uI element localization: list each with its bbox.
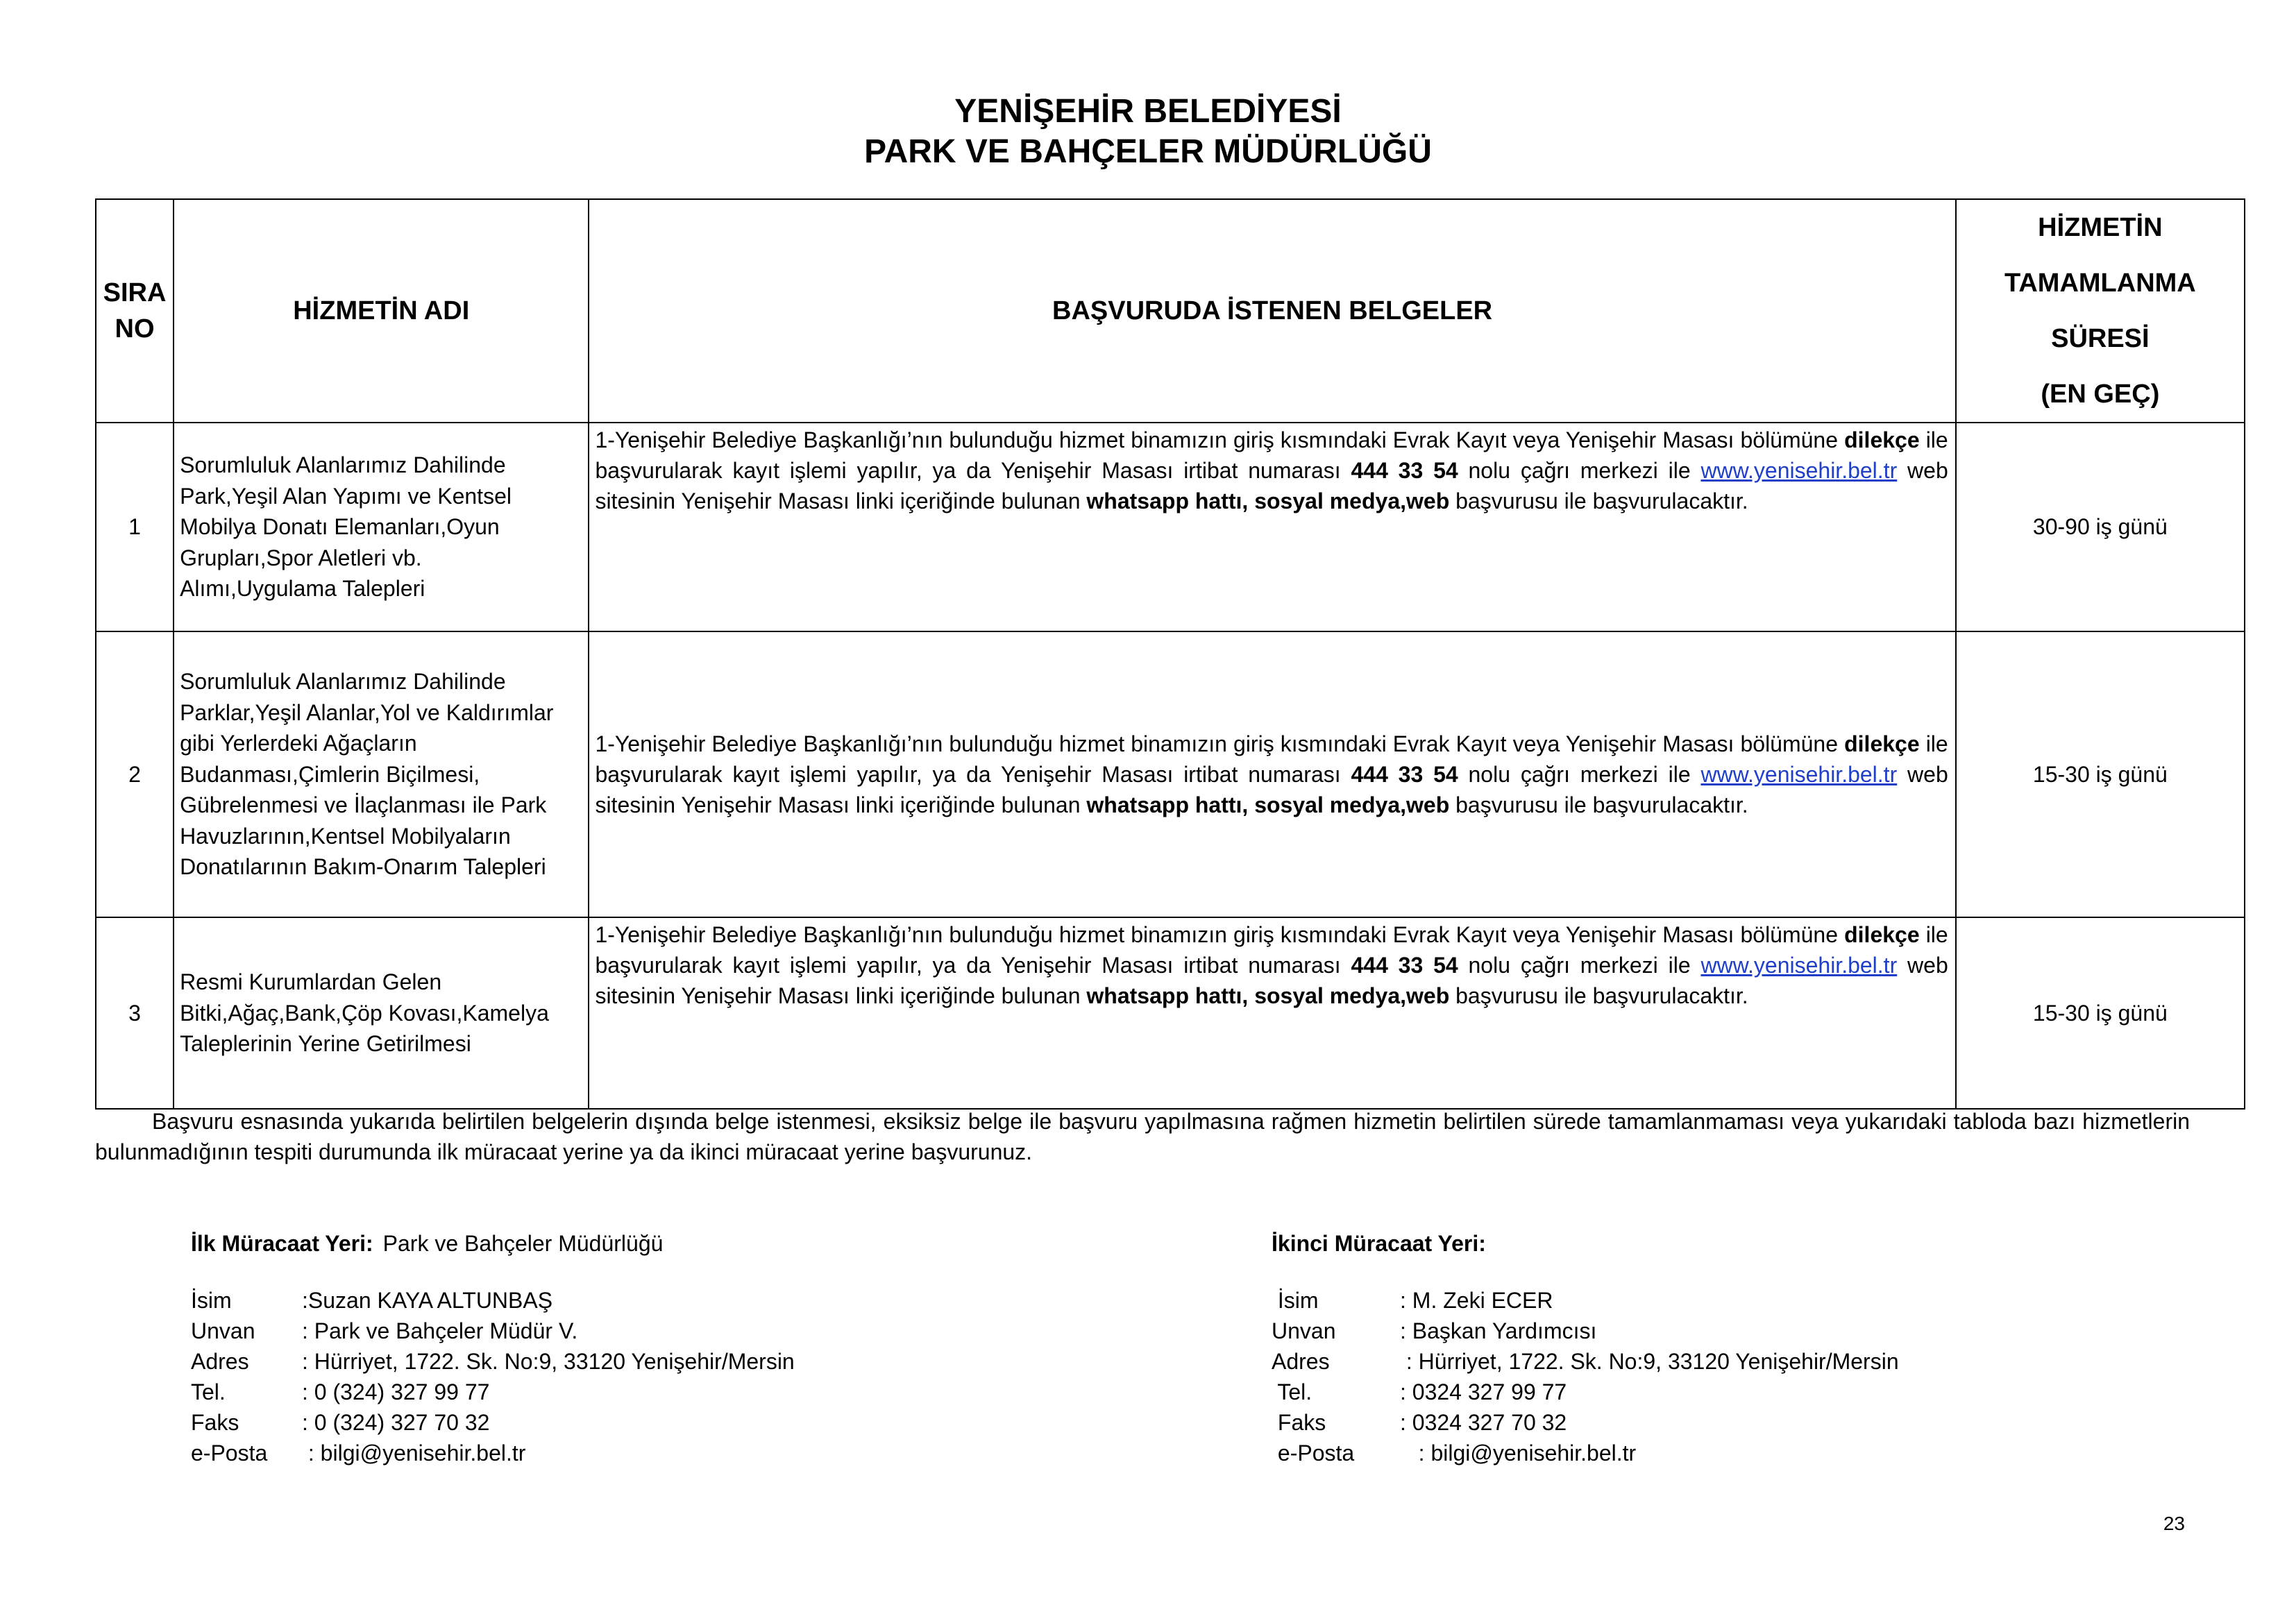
department-title: PARK VE BAHÇELER MÜDÜRLÜĞÜ xyxy=(864,133,1432,170)
completion-time: 30-90 iş günü xyxy=(1956,423,2245,631)
page-number: 23 xyxy=(2163,1513,2185,1534)
contact-address-row: Adres : Hürriyet, 1722. Sk. No:9, 33120 Yenişehir/Mersin xyxy=(191,1349,795,1374)
contact-phone-row: Tel. : 0 (324) 327 99 77 xyxy=(191,1379,490,1404)
services-table xyxy=(95,198,2245,1110)
table-header-row xyxy=(96,199,2245,423)
contact-email-row: e-Posta : bilgi@yenisehir.bel.tr xyxy=(1272,1441,1637,1465)
row-number: 2 xyxy=(96,631,174,917)
website-link[interactable]: www.yenisehir.bel.tr xyxy=(1700,762,1898,787)
contact-fax-row: Faks : 0324 327 70 32 xyxy=(1272,1410,1567,1435)
table-row xyxy=(96,917,2245,1109)
contact-email-row: e-Posta : bilgi@yenisehir.bel.tr xyxy=(191,1441,526,1465)
service-name: Resmi Kurumlardan Gelen Bitki,Ağaç,Bank,Çöp Kovası,Kamelya Taleplerinin Yerine Getirilmesi xyxy=(174,917,589,1109)
second-contact-block xyxy=(1272,1230,1899,1468)
first-contact-block xyxy=(191,1230,795,1468)
header-sira-no: SIRA NO xyxy=(96,199,174,423)
completion-time: 15-30 iş günü xyxy=(1956,917,2245,1109)
contact-title-row: Unvan : Başkan Yardımcısı xyxy=(1272,1318,1597,1343)
table-row xyxy=(96,631,2245,917)
municipality-title: YENİŞEHİR BELEDİYESİ xyxy=(954,93,1342,130)
contact-address-row: Adres : Hürriyet, 1722. Sk. No:9, 33120 Yenişehir/Mersin xyxy=(1272,1349,1899,1374)
header-service-name: HİZMETİN ADI xyxy=(174,199,589,423)
first-contact-heading: İlk Müracaat Yeri: Park ve Bahçeler Müdürlüğü xyxy=(191,1231,664,1256)
service-name: Sorumluluk Alanlarımız Dahilinde Park,Yeşil Alan Yapımı ve Kentsel Mobilya Donatı Elemanları,Oyun Grupları,Spor Aletleri vb. Alımı,Uygulama Talepleri xyxy=(174,423,589,631)
second-contact-heading: İkinci Müracaat Yeri: xyxy=(1272,1231,1486,1256)
header-required-documents: BAŞVURUDA İSTENEN BELGELER xyxy=(589,199,1955,423)
website-link[interactable]: www.yenisehir.bel.tr xyxy=(1700,953,1898,978)
contact-title-row: Unvan : Park ve Bahçeler Müdür V. xyxy=(191,1318,578,1343)
row-number: 1 xyxy=(96,423,174,631)
contact-name-row: İsim :Suzan KAYA ALTUNBAŞ xyxy=(191,1288,553,1313)
completion-time: 15-30 iş günü xyxy=(1956,631,2245,917)
required-documents: 1-Yenişehir Belediye Başkanlığı’nın bulunduğu hizmet binamızın giriş kısmındaki Evrak Kayıt veya Yenişehir Masası bölümüne dilekçe ile başvurularak kayıt işlemi yapılır, ya da Yenişehir Masası irtibat numarası 444 33 54 nolu çağrı merkezi ile www.yenisehir.bel.tr web sitesinin Yenişehir Masası linki içeriğinde bulunan whatsapp hattı, sosyal medya,web başvurusu ile başvurulacaktır. xyxy=(589,917,1955,1109)
required-documents: 1-Yenişehir Belediye Başkanlığı’nın bulunduğu hizmet binamızın giriş kısmındaki Evrak Kayıt veya Yenişehir Masası bölümüne dilekçe ile başvurularak kayıt işlemi yapılır, ya da Yenişehir Masası irtibat numarası 444 33 54 nolu çağrı merkezi ile www.yenisehir.bel.tr web sitesinin Yenişehir Masası linki içeriğinde bulunan whatsapp hattı, sosyal medya,web başvurusu ile başvurulacaktır. xyxy=(589,631,1955,917)
application-note: Başvuru esnasında yukarıda belirtilen belgelerin dışında belge istenmesi, eksiksiz belge ile başvuru yapılmasına rağmen hizmetin belirtilen sürede tamamlanmaması veya yukarıdaki tabloda bazı hizmetlerin bulunmadığının tespiti durumunda ilk müracaat yerine ya da ikinci müracaat yerine başvurunuz. xyxy=(95,1109,2190,1164)
service-name: Sorumluluk Alanlarımız Dahilinde Parklar,Yeşil Alanlar,Yol ve Kaldırımlar gibi Yerlerdeki Ağaçların Budanması,Çimlerin Biçilmesi, Gübrelenmesi ve İlaçlanması ile Park Havuzlarının,Kentsel Mobilyaların Donatılarının Bakım-Onarım Talepleri xyxy=(174,631,589,917)
row-number: 3 xyxy=(96,917,174,1109)
contact-phone-row: Tel. : 0324 327 99 77 xyxy=(1272,1379,1567,1404)
contact-fax-row: Faks : 0 (324) 327 70 32 xyxy=(191,1410,490,1435)
page-header xyxy=(0,92,2296,172)
contact-name-row: İsim : M. Zeki ECER xyxy=(1272,1288,1553,1313)
table-row xyxy=(96,423,2245,631)
header-completion-time: HİZMETİN TAMAMLANMA SÜRESİ (EN GEÇ) xyxy=(1956,199,2245,423)
required-documents: 1-Yenişehir Belediye Başkanlığı’nın bulunduğu hizmet binamızın giriş kısmındaki Evrak Kayıt veya Yenişehir Masası bölümüne dilekçe ile başvurularak kayıt işlemi yapılır, ya da Yenişehir Masası irtibat numarası 444 33 54 nolu çağrı merkezi ile www.yenisehir.bel.tr web sitesinin Yenişehir Masası linki içeriğinde bulunan whatsapp hattı, sosyal medya,web başvurusu ile başvurulacaktır. xyxy=(589,423,1955,631)
website-link[interactable]: www.yenisehir.bel.tr xyxy=(1700,458,1898,483)
